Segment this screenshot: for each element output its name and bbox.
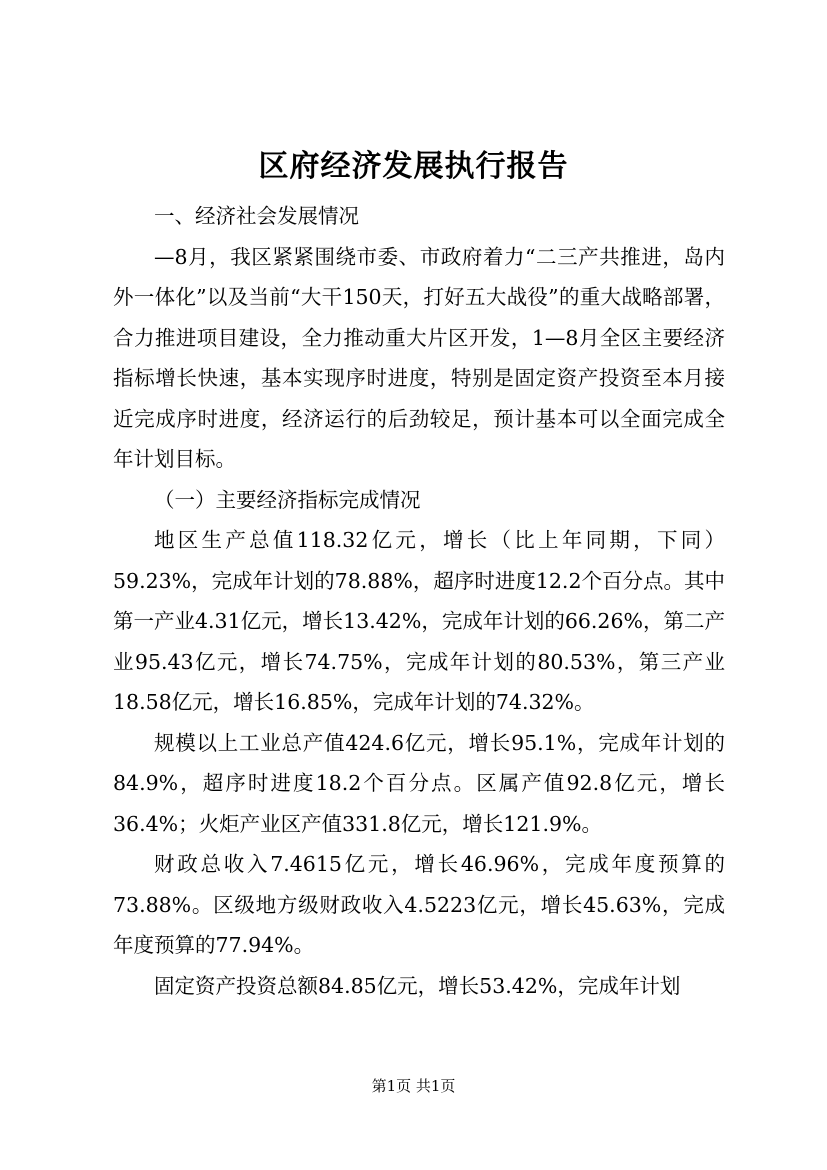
- section-heading-1: 一、经济社会发展情况: [154, 204, 359, 228]
- subsection-heading-1: （一）主要经济指标完成情况: [154, 487, 421, 512]
- paragraph-finance: 财政总收入7.4615亿元，增长46.96%，完成年度预算的73.88%。区级地方级财政收入4.5223亿元，增长45.63%，完成年度预算的77.94%。: [113, 852, 725, 957]
- paragraph-overview: —8月，我区紧紧围绕市委、市政府着力“二三产共推进，岛内外一体化”以及当前“大干150天，打好五大战役”的重大战略部署，合力推进项目建设，全力推动重大片区开发，1—8月全区主要经济指标增长快速，基本实现序时进度，特别是固定资产投资至本月接近完成序时进度，经济运行的后劲较足，预计基本可以全面完成全年计划目标。: [113, 244, 725, 471]
- page-footer: 第1页 共1页: [371, 1077, 456, 1095]
- paragraph-industry: 规模以上工业总产值424.6亿元，增长95.1%，完成年计划的84.9%，超序时进度18.2个百分点。区属产值92.8亿元，增长36.4%；火炬产业区产值331.8亿元，增长121.9%。: [113, 730, 725, 836]
- document-body: [113, 196, 725, 1006]
- paragraph-investment: 固定资产投资总额84.85亿元，增长53.42%，完成年计划: [154, 973, 681, 998]
- document-title: 区府经济发展执行报告: [258, 149, 569, 184]
- paragraph-gdp: 地区生产总值118.32亿元，增长（比上年同期，下同）59.23%，完成年计划的78.88%，超序时进度12.2个百分点。其中第一产业4.31亿元，增长13.42%，完成年计划的66.26%，第二产业95.43亿元，增长74.75%，完成年计划的80.53%，第三产业18.58亿元，增长16.85%，完成年计划的74.32%。: [113, 528, 725, 714]
